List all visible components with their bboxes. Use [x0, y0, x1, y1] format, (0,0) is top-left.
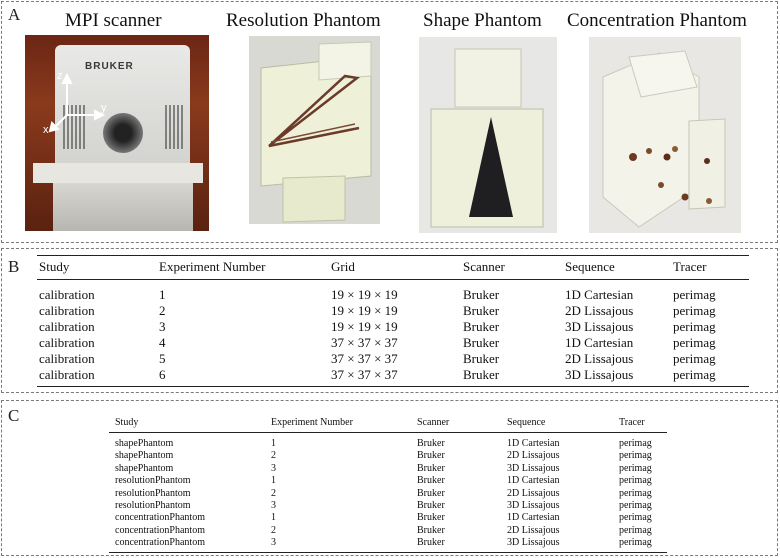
table-cell: perimag: [619, 450, 652, 462]
column-header: Grid: [329, 256, 461, 280]
table-row: [37, 319, 749, 335]
table-row: [109, 450, 667, 462]
table-cell: perimag: [673, 335, 716, 350]
table-row: [37, 351, 749, 367]
table-cell: 3D Lissajous: [563, 367, 671, 387]
axis-y-label: y: [101, 102, 107, 114]
column-header: Sequence: [563, 256, 671, 280]
column-header: Study: [37, 256, 157, 280]
table-cell: Bruker: [417, 450, 445, 462]
table-cell: concentrationPhantom: [109, 537, 265, 552]
table-cell: 2D Lissajous: [507, 487, 560, 499]
table-cell: 3D Lissajous: [507, 462, 560, 474]
panel-label-b: B: [8, 257, 20, 276]
table-cell: 6: [157, 367, 329, 387]
table-cell: shapePhantom: [115, 450, 174, 462]
axis-z-label: z: [57, 70, 63, 82]
table-cell: 3: [271, 462, 276, 474]
table-cell: concentrationPhantom: [115, 512, 205, 524]
table-cell: 1D Cartesian: [507, 512, 560, 524]
table-row: [37, 367, 749, 387]
table-cell: 3: [271, 500, 276, 512]
table-cell: perimag: [673, 287, 716, 302]
table-cell: shapePhantom: [115, 462, 174, 474]
axes-overlay-icon: [25, 35, 209, 231]
table-cell: perimag: [619, 487, 652, 499]
table-header-row: [109, 415, 667, 433]
table-cell: 2D Lissajous: [565, 303, 634, 318]
table-cell: perimag: [619, 475, 652, 487]
table-cell: Bruker: [417, 500, 445, 512]
table-cell: Bruker: [411, 537, 501, 552]
column-header: Study: [109, 415, 265, 433]
table-row: [109, 488, 667, 500]
table-cell: 3: [159, 319, 166, 334]
table-row: [109, 463, 667, 475]
table-cell: 1: [159, 287, 166, 302]
concentration-phantom-photo: [589, 37, 741, 233]
column-header: Scanner: [411, 415, 501, 433]
column-header: Sequence: [501, 415, 613, 433]
table-cell: perimag: [619, 512, 652, 524]
table-cell: Bruker: [417, 512, 445, 524]
table-cell: 1D Cartesian: [565, 335, 634, 350]
table-cell: perimag: [619, 438, 652, 449]
table-cell: Bruker: [417, 438, 445, 449]
column-header: Experiment Number: [265, 415, 411, 433]
resolution-phantom-photo: [249, 36, 380, 224]
column-header: Experiment Number: [157, 256, 329, 280]
table-cell: perimag: [613, 537, 667, 552]
table-cell: 2D Lissajous: [565, 351, 634, 366]
table-cell: 2: [271, 524, 276, 536]
table-cell: perimag: [619, 500, 652, 512]
table-cell: 2: [271, 487, 276, 499]
table-cell: 4: [159, 335, 166, 350]
photo-title-concentration: Concentration Phantom: [567, 10, 747, 31]
table-cell: perimag: [673, 351, 716, 366]
table-cell: Bruker: [417, 462, 445, 474]
table-cell: Bruker: [463, 287, 500, 302]
table-cell: Bruker: [463, 351, 500, 366]
bruker-logo: BRUKER: [85, 61, 134, 72]
photo-title-resolution: Resolution Phantom: [226, 10, 381, 31]
table-row: [109, 537, 667, 552]
table-cell: 5: [159, 351, 166, 366]
table-cell: 1: [271, 475, 276, 487]
table-cell: 2: [159, 303, 166, 318]
table-cell: 1: [271, 438, 276, 449]
table-cell: resolutionPhantom: [115, 487, 191, 499]
mpi-scanner-photo: [25, 35, 209, 231]
table-cell: perimag: [673, 319, 716, 334]
axis-x-label: x: [43, 124, 49, 136]
table-row: [37, 280, 749, 304]
calibration-table: [37, 255, 749, 387]
table-cell: 1D Cartesian: [507, 438, 560, 449]
panel-label-a: A: [8, 5, 21, 24]
table-cell: 3D Lissajous: [501, 537, 613, 552]
table-row: [109, 512, 667, 524]
table-cell: perimag: [673, 303, 716, 318]
table-cell: shapePhantom: [115, 438, 174, 449]
table-cell: calibration: [39, 319, 95, 334]
table-cell: 3D Lissajous: [565, 319, 634, 334]
table-cell: Bruker: [463, 303, 500, 318]
table-cell: 1: [271, 512, 276, 524]
table-row: [109, 500, 667, 512]
concentration-phantom-image: [589, 37, 741, 233]
table-row: [109, 525, 667, 537]
photo-title-shape: Shape Phantom: [423, 10, 542, 31]
table-cell: resolutionPhantom: [115, 500, 191, 512]
table-row: [109, 433, 667, 451]
table-cell: Bruker: [463, 335, 500, 350]
table-cell: 2D Lissajous: [507, 450, 560, 462]
table-cell: 37 × 37 × 37: [329, 367, 461, 387]
phantom-table: [109, 415, 667, 553]
shape-phantom-photo: [419, 37, 557, 233]
table-cell: 2D Lissajous: [507, 524, 560, 536]
table-cell: perimag: [619, 462, 652, 474]
table-cell: perimag: [671, 367, 749, 387]
table-cell: 37 × 37 × 37: [331, 335, 398, 350]
column-header: Tracer: [613, 415, 667, 433]
table-cell: 19 × 19 × 19: [331, 287, 398, 302]
resolution-phantom-image: [249, 36, 380, 224]
table-cell: calibration: [39, 335, 95, 350]
table-cell: 1D Cartesian: [507, 475, 560, 487]
table-cell: Bruker: [417, 487, 445, 499]
table-cell: 2: [271, 450, 276, 462]
table-cell: Bruker: [417, 475, 445, 487]
table-cell: Bruker: [463, 319, 500, 334]
table-cell: resolutionPhantom: [115, 475, 191, 487]
table-cell: calibration: [39, 351, 95, 366]
table-row: [37, 335, 749, 351]
panel-label-c: C: [8, 406, 20, 425]
table-cell: 3D Lissajous: [507, 500, 560, 512]
table-cell: perimag: [619, 524, 652, 536]
table-cell: concentrationPhantom: [115, 524, 205, 536]
photo-title-scanner: MPI scanner: [65, 10, 162, 31]
shape-phantom-image: [419, 37, 557, 233]
table-cell: Bruker: [417, 524, 445, 536]
table-header-row: [37, 256, 749, 280]
table-cell: 37 × 37 × 37: [331, 351, 398, 366]
column-header: Scanner: [461, 256, 563, 280]
table-cell: calibration: [39, 303, 95, 318]
table-row: [109, 475, 667, 487]
table-cell: Bruker: [461, 367, 563, 387]
table-cell: 1D Cartesian: [565, 287, 634, 302]
table-cell: 19 × 19 × 19: [331, 319, 398, 334]
table-row: [37, 303, 749, 319]
table-cell: 19 × 19 × 19: [331, 303, 398, 318]
column-header: Tracer: [671, 256, 749, 280]
table-cell: calibration: [39, 287, 95, 302]
table-cell: 3: [265, 537, 411, 552]
table-cell: calibration: [37, 367, 157, 387]
